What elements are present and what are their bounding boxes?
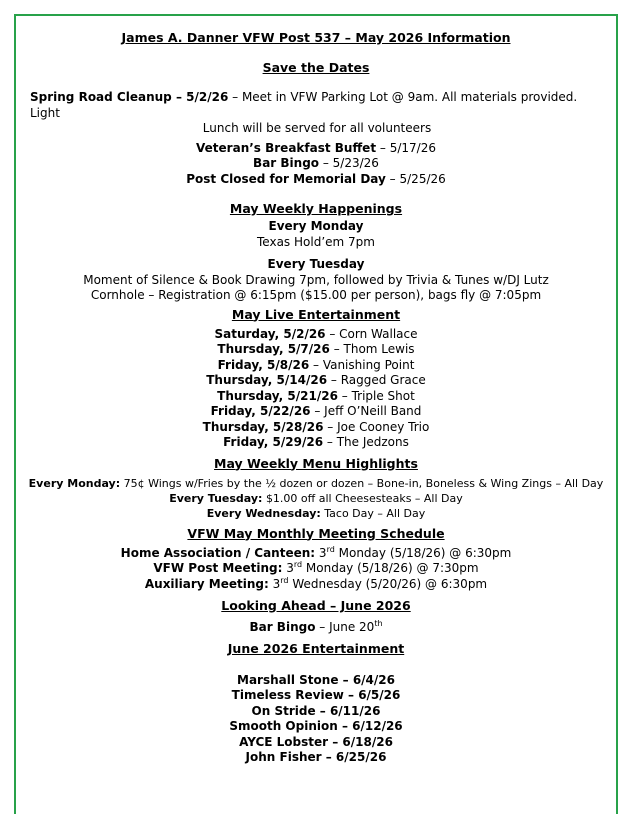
save-dates-heading: Save the Dates [262, 60, 370, 75]
cleanup-event: Spring Road Cleanup – 5/2/26 – Meet in VFW Parking Lot @ 9am. All materials provided. Light Lunch will be served for all volunteers [16, 90, 616, 137]
june-item: John Fisher – 6/25/26 [245, 750, 387, 764]
ahead-bingo: Bar Bingo – June 20th [249, 619, 383, 634]
meeting-item: Home Association / Canteen: 3rd Monday (5/18/26) @ 6:30pm [120, 544, 512, 560]
ahead-heading: Looking Ahead – June 2026 [221, 598, 411, 613]
june-item: Timeless Review – 6/5/26 [231, 688, 401, 702]
weekly-monday-item: Texas Hold’em 7pm [257, 234, 375, 249]
live-item: Thursday, 5/21/26 – Triple Shot [217, 388, 415, 403]
cleanup-date: 5/2/26 [186, 90, 229, 104]
menu-item: Every Tuesday: $1.00 off all Cheesesteaks – All Day [169, 491, 463, 505]
weekly-monday-label: Every Monday [268, 219, 364, 233]
weekly-tuesday-label: Every Tuesday [267, 257, 365, 271]
june-item: AYCE Lobster – 6/18/26 [239, 734, 393, 749]
live-item: Thursday, 5/14/26 – Ragged Grace [206, 373, 426, 387]
cleanup-name: Spring Road Cleanup [30, 90, 172, 104]
june-item: On Stride – 6/11/26 [251, 703, 381, 718]
page-title: James A. Danner VFW Post 537 – May 2026 Information [121, 30, 511, 45]
june-item: Marshall Stone – 6/4/26 [237, 672, 395, 687]
meeting-item: VFW Post Meeting: 3rd Monday (5/18/26) @ 7:30pm [153, 560, 479, 575]
june-item: Smooth Opinion – 6/12/26 [229, 719, 403, 733]
live-item: Saturday, 5/2/26 – Corn Wallace [214, 326, 418, 341]
menu-heading: May Weekly Menu Highlights [214, 455, 418, 471]
menu-item: Every Wednesday: Taco Day – All Day [206, 506, 426, 520]
save-date-item: Veteran’s Breakfast Buffet – 5/17/26 [196, 140, 436, 155]
weekly-heading: May Weekly Happenings [229, 201, 403, 216]
live-item: Friday, 5/29/26 – The Jedzons [223, 435, 409, 449]
cleanup-desc-2: Lunch will be served for all volunteers [202, 121, 432, 135]
live-item: Thursday, 5/7/26 – Thom Lewis [217, 342, 415, 356]
live-item: Friday, 5/22/26 – Jeff O’Neill Band [210, 404, 422, 418]
save-date-item: Post Closed for Memorial Day – 5/25/26 [186, 171, 446, 186]
flyer-document [16, 30, 616, 766]
live-item: Friday, 5/8/26 – Vanishing Point [217, 357, 415, 372]
meeting-item: Auxiliary Meeting: 3rd Wednesday (5/20/26) @ 6:30pm [144, 575, 488, 591]
live-heading: May Live Entertainment [231, 306, 401, 322]
weekly-tuesday-item: Moment of Silence & Book Drawing 7pm, followed by Trivia & Tunes w/DJ Lutz [83, 272, 549, 287]
live-item: Thursday, 5/28/26 – Joe Cooney Trio [202, 419, 430, 434]
save-date-item: Bar Bingo – 5/23/26 [253, 156, 379, 170]
june-heading: June 2026 Entertainment [227, 640, 405, 656]
menu-item: Every Monday: 75¢ Wings w/Fries by the ½ dozen or dozen – Bone-in, Boneless & Wing Zings – All Day [28, 476, 604, 490]
cleanup-desc-1: Meet in VFW Parking Lot @ 9am. All materials provided. Light [30, 90, 578, 120]
weekly-tuesday-item: Cornhole – Registration @ 6:15pm ($15.00 per person), bags fly @ 7:05pm [90, 288, 542, 302]
meetings-heading: VFW May Monthly Meeting Schedule [187, 525, 445, 541]
